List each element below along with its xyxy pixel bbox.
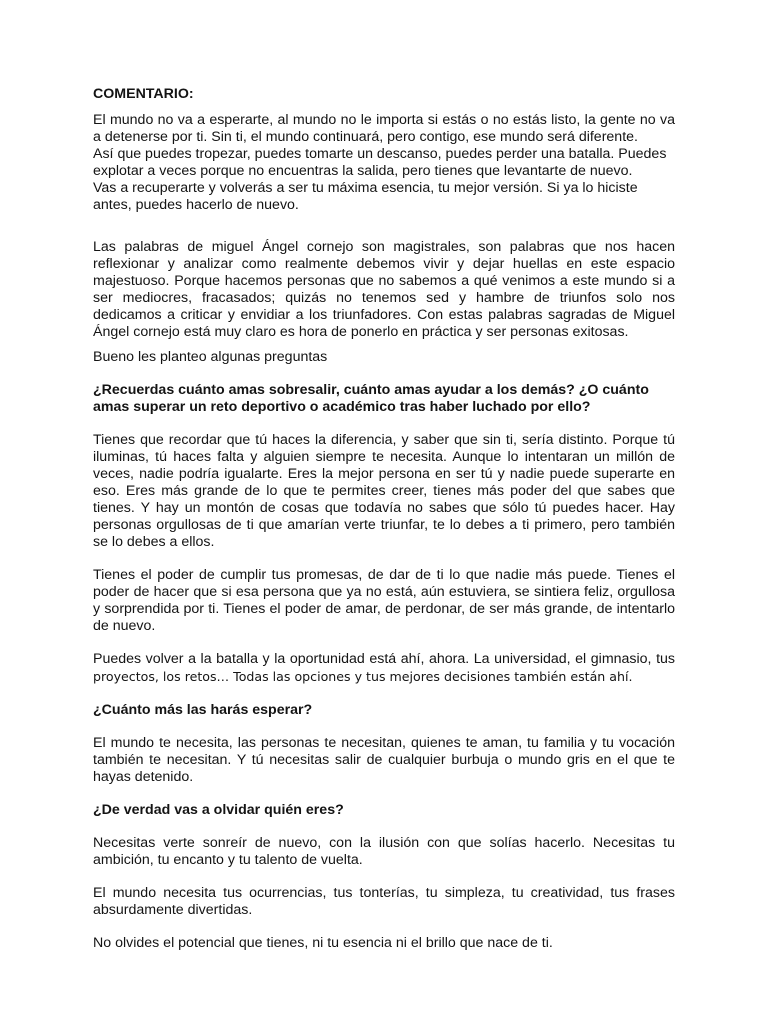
spacer	[93, 919, 675, 935]
question-1: ¿Recuerdas cuánto amas sobresalir, cuánto amas ayudar a los demás? ¿O cuánto amas superar un reto deportivo o académico tras haber luchado por ello?	[93, 382, 649, 415]
spacer	[93, 819, 675, 835]
paragraph-diferencia: Tienes que recordar que tú haces la diferencia, y saber que sin ti, sería distinto. Porque tú iluminas, tú haces falta y alguien siempre te necesita. Aunque lo intentaran un millón de veces, nadie podría igualarte. Eres la mejor persona en ser tú y nadie puede superarte en eso. Eres más grande de lo que te permites creer, tienes más poder del que sabes que tienes. Y hay un montón de cosas que todavía no sabes que sólo tú puedes hacer. Hay personas orgullosas de ti que amarían verte triunfar, te lo debes a ti primero, pero también se lo debes a ellos.	[93, 432, 675, 550]
paragraph-necesita: El mundo te necesita, las personas te necesitan, quienes te aman, tu familia y tu vocación también te necesitan. Y tú necesitas salir de cualquier burbuja o mundo gris en el que te hayas detenido.	[93, 735, 675, 785]
paragraph-miguel: Las palabras de miguel Ángel cornejo son magistrales, son palabras que nos hacen reflexionar y analizar como realmente debemos vivir y dejar huellas en este espacio majestuoso. Porque hacemos personas que no sabemos a qué venimos a este mundo si a ser mediocres, fracasados; quizás no tenemos sed y hambre de triunfos solo nos dedicamos a criticar y envidiar a los triunfadores. Con estas palabras sagradas de Miguel Ángel cornejo está muy claro es hora de ponerlo en práctica y ser personas exitosas.	[93, 239, 675, 340]
spacer	[93, 635, 675, 651]
paragraph-preguntas: Bueno les planteo algunas preguntas	[93, 349, 328, 365]
document-page	[93, 86, 675, 952]
spacer	[93, 341, 675, 349]
spacer	[93, 786, 675, 802]
spacer	[93, 416, 675, 432]
paragraph-batalla-line-1: Puedes volver a la batalla y la oportunidad está ahí, ahora. La universidad, el gimnasio, tus	[93, 651, 675, 667]
spacer	[93, 719, 675, 735]
paragraph-final: No olvides el potencial que tienes, ni tu esencia ni el brillo que nace de ti.	[93, 935, 553, 951]
paragraph-sonreir: Necesitas verte sonreír de nuevo, con la ilusión con que solías hacerlo. Necesitas tu ambición, tu encanto y tu talento de vuelta.	[93, 835, 675, 868]
question-2: ¿Cuánto más las harás esperar?	[93, 702, 313, 718]
spacer	[93, 366, 675, 382]
intro-paragraph-2: Así que puedes tropezar, puedes tomarte un descanso, puedes perder una batalla. Puedes explotar a veces porque no encuentras la salida, pero tienes que levantarte de nuevo.	[93, 146, 667, 179]
paragraph-batalla-line-2: proyectos, los retos… Todas las opciones y tus mejores decisiones también están ahí.	[93, 669, 633, 684]
document-heading: COMENTARIO:	[93, 86, 194, 102]
spacer	[93, 869, 675, 885]
spacer	[93, 686, 675, 702]
paragraph-batalla	[93, 651, 675, 686]
paragraph-ocurrencias: El mundo necesita tus ocurrencias, tus tonterías, tu simpleza, tu creatividad, tus frases absurdamente divertidas.	[93, 885, 675, 918]
spacer	[93, 214, 675, 239]
question-3: ¿De verdad vas a olvidar quién eres?	[93, 802, 344, 818]
spacer	[93, 551, 675, 567]
intro-paragraph-1: El mundo no va a esperarte, al mundo no le importa si estás o no estás listo, la gente no va a detenerse por ti. Sin ti, el mundo continuará, pero contigo, ese mundo será diferente.	[93, 112, 675, 145]
paragraph-poder: Tienes el poder de cumplir tus promesas, de dar de ti lo que nadie más puede. Tienes el poder de hacer que si esa persona que ya no está, aún estuviera, se sintiera feliz, orgullosa y sorprendida por ti. Tienes el poder de amar, de perdonar, de ser más grande, de intentarlo de nuevo.	[93, 567, 675, 634]
intro-paragraph-3: Vas a recuperarte y volverás a ser tu máxima esencia, tu mejor versión. Si ya lo hiciste antes, puedes hacerlo de nuevo.	[93, 180, 638, 213]
